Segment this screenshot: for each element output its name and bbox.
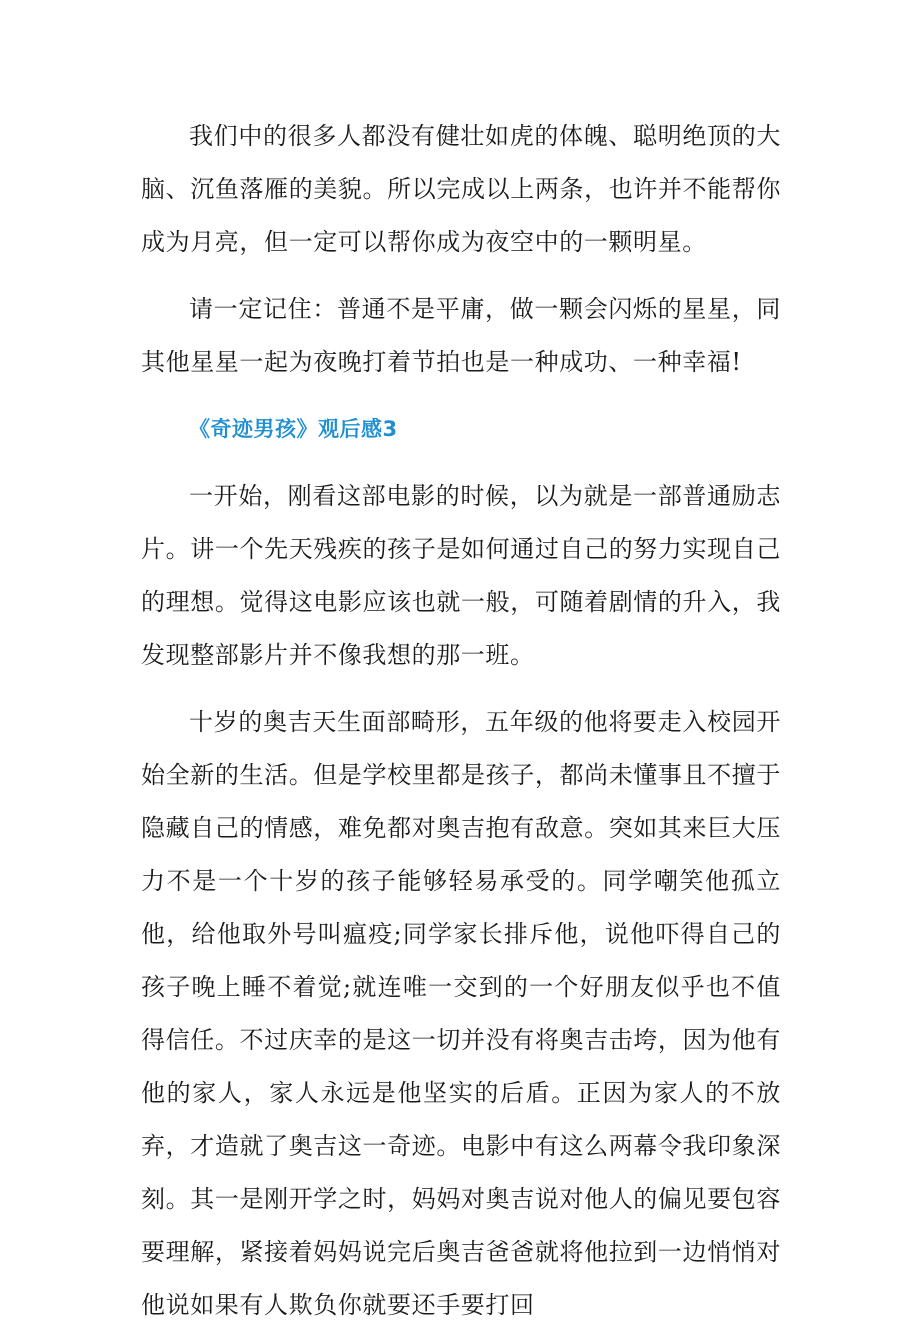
paragraph-first-impression: 一开始，刚看这部电影的时候，以为就是一部普通励志片。讲一个先天残疾的孩子是如何通过自己的努力实现自己的理想。觉得这电影应该也就一般，可随着剧情的升入，我发现整部影片并不像我想的那一班。 [141, 482, 781, 669]
paragraph-stars-intro: 我们中的很多人都没有健壮如虎的体魄、聪明绝顶的大脑、沉鱼落雁的美貌。所以完成以上两条，也许并不能帮你成为月亮，但一定可以帮你成为夜空中的一颗明星。 [141, 122, 781, 256]
paragraph-auggie-story: 十岁的奥吉天生面部畸形，五年级的他将要走入校园开始全新的生活。但是学校里都是孩子，都尚未懂事且不擅于隐藏自己的情感，难免都对奥吉抱有敌意。突如其来巨大压力不是一个十岁的孩子能够轻易承受的。同学嘲笑他孤立他，给他取外号叫瘟疫;同学家长排斥他，说他吓得自己的孩子晚上睡不着觉;就连唯一交到的一个好朋友似乎也不值得信任。不过庆幸的是这一切并没有将奥吉击垮，因为他有他的家人，家人永远是他坚实的后盾。正因为家人的不放弃，才造就了奥吉这一奇迹。电影中有这么两幕令我印象深刻。其一是刚开学之时，妈妈对奥吉说对他人的偏见要包容要理解，紧接着妈妈说完后奥吉爸爸就将他拉到一边悄悄对他说如果有人欺负你就要还手要打回 [141, 708, 781, 1319]
paragraph-remember: 请一定记住：普通不是平庸，做一颗会闪烁的星星，同其他星星一起为夜晚打着节拍也是一种成功、一种幸福! [141, 295, 781, 376]
section-heading: 《奇迹男孩》观后感3 [189, 417, 398, 441]
document-body [141, 110, 781, 1332]
